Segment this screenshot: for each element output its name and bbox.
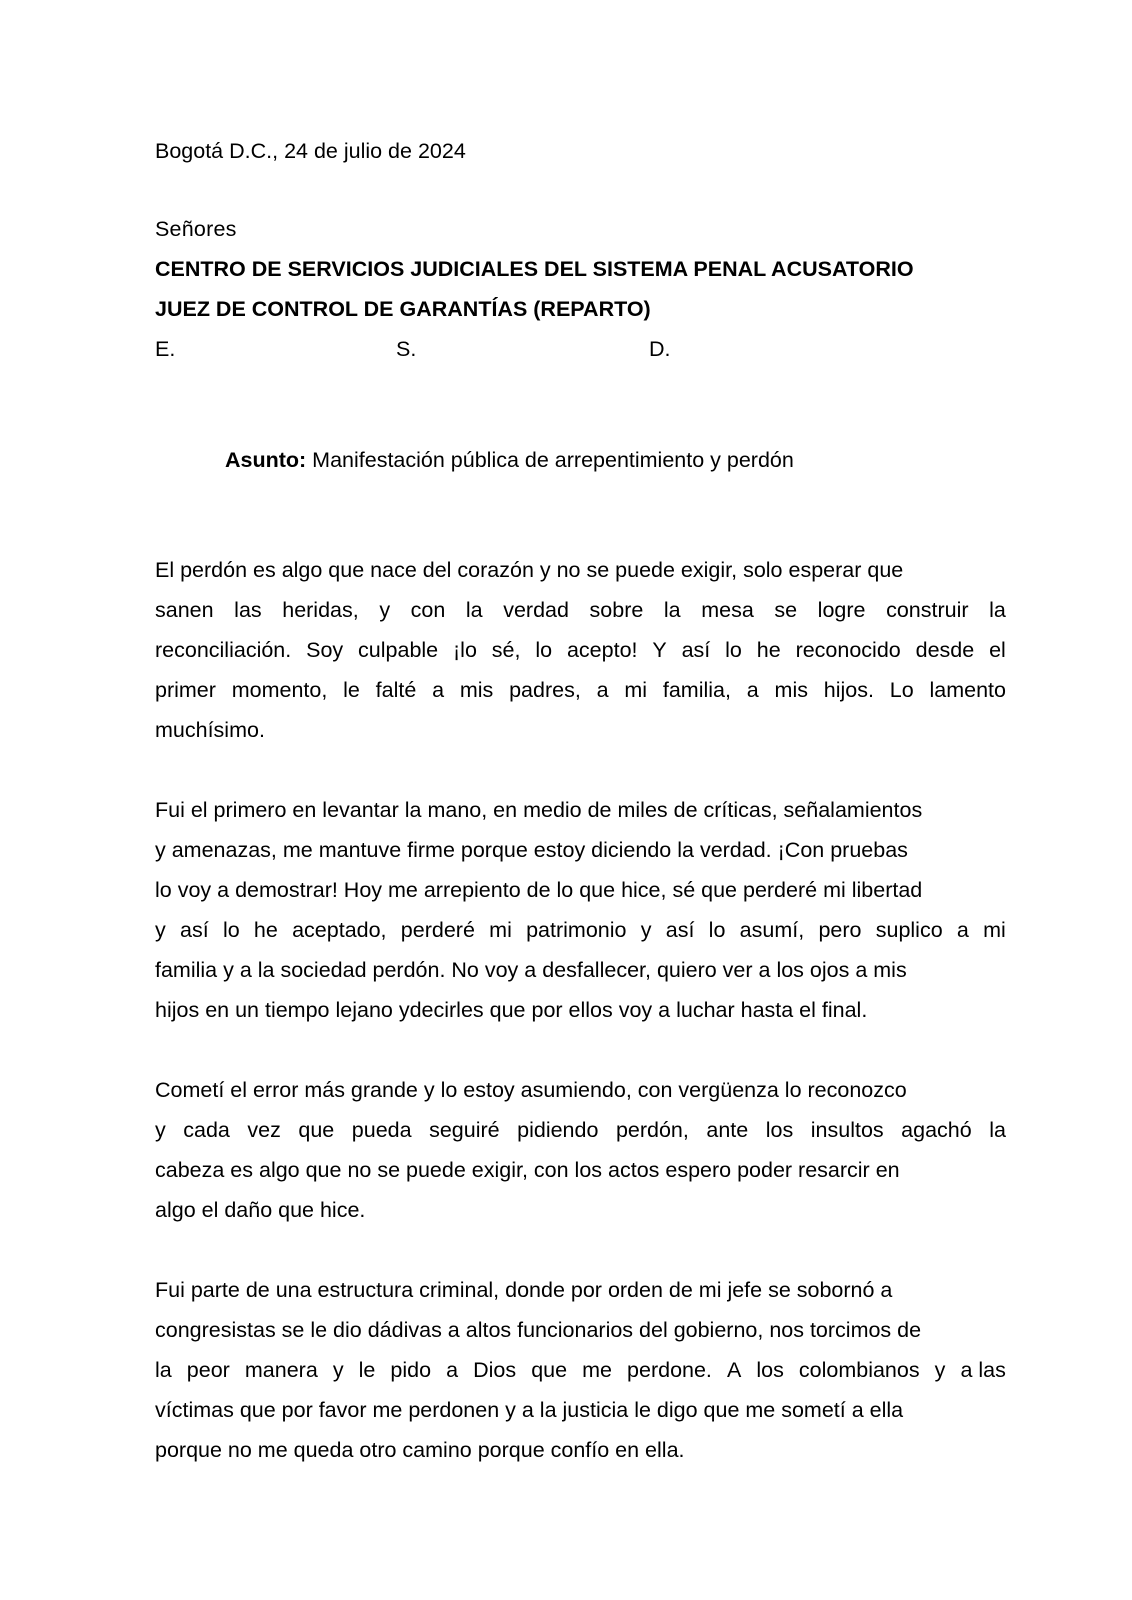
text-line: hijos en un tiempo lejano ydecirles que por ellos voy a luchar hasta el final. — [155, 998, 868, 1022]
word: Lo — [889, 678, 914, 702]
word: manera — [244, 1358, 318, 1382]
word: mi — [983, 918, 1006, 942]
word: lo — [222, 918, 240, 942]
esd-s: S. — [396, 337, 417, 361]
text-line — [155, 630, 1006, 670]
text-line: El perdón es algo que nace del corazón y no se puede exigir, solo esperar que — [155, 558, 904, 582]
word: así — [665, 918, 695, 942]
text-line: Cometí el error más grande y lo estoy asumiendo, con vergüenza lo reconozco — [155, 1078, 907, 1102]
word: los — [756, 1358, 784, 1382]
word: sanen — [155, 598, 214, 622]
word: y — [934, 1358, 946, 1382]
esd-row — [155, 329, 1006, 369]
word: pido — [390, 1358, 432, 1382]
document-content — [155, 131, 1006, 1470]
word: la — [989, 598, 1006, 622]
word: me — [582, 1358, 612, 1382]
word: pero — [818, 918, 862, 942]
paragraph-1 — [155, 550, 1006, 750]
word: se — [774, 598, 798, 622]
text-line: víctimas que por favor me perdonen y a la justicia le digo que me sometí a ella — [155, 1398, 904, 1422]
word: agachó — [901, 1118, 972, 1142]
text-line: muchísimo. — [155, 718, 265, 742]
word: que — [298, 1118, 335, 1142]
word: momento, — [231, 678, 328, 702]
word: asumí, — [739, 918, 805, 942]
word: ¡lo — [453, 638, 477, 662]
word: el — [989, 638, 1006, 662]
word: sobre — [589, 598, 644, 622]
text-line — [155, 590, 1006, 630]
word: seguiré — [429, 1118, 500, 1142]
paragraph-4 — [155, 1270, 1006, 1470]
date-line: Bogotá D.C., 24 de julio de 2024 — [155, 139, 466, 163]
word: Soy — [306, 638, 344, 662]
text-line: y amenazas, me mantuve firme porque estoy diciendo la verdad. ¡Con pruebas — [155, 838, 908, 862]
word: que — [531, 1358, 568, 1382]
text-line — [155, 1110, 1006, 1150]
esd-d: D. — [649, 337, 671, 361]
word: y — [155, 918, 166, 942]
text-line: Fui el primero en levantar la mano, en medio de miles de críticas, señalamientos — [155, 798, 923, 822]
word: padres, — [509, 678, 581, 702]
word: reconciliación. — [155, 638, 292, 662]
word: perdone. — [627, 1358, 712, 1382]
word: la — [465, 598, 483, 622]
word: la — [155, 1358, 172, 1382]
text-line: algo el daño que hice. — [155, 1198, 366, 1222]
word: mis — [774, 678, 808, 702]
recipient-organization: CENTRO DE SERVICIOS JUDICIALES DEL SISTEMA PENAL ACUSATORIO — [155, 257, 914, 281]
word: lo — [535, 638, 553, 662]
recipient-role: JUEZ DE CONTROL DE GARANTÍAS (REPARTO) — [155, 297, 651, 321]
word: pidiendo — [517, 1118, 599, 1142]
word: y — [155, 1118, 166, 1142]
word: a — [596, 678, 609, 702]
word: hijos. — [823, 678, 874, 702]
text-line: Fui parte de una estructura criminal, donde por orden de mi jefe se sobornó a — [155, 1278, 893, 1302]
word: la — [989, 1118, 1006, 1142]
word: culpable — [358, 638, 439, 662]
word: logre — [817, 598, 866, 622]
word: insultos — [810, 1118, 884, 1142]
word: y — [379, 598, 391, 622]
subject-text: Manifestación pública de arrepentimiento y perdón — [306, 448, 794, 472]
subject-line — [155, 440, 1006, 480]
word: las — [234, 598, 262, 622]
word: construir — [886, 598, 969, 622]
word: perderé — [400, 918, 475, 942]
paragraph-2 — [155, 790, 1006, 1030]
word: patrimonio — [526, 918, 627, 942]
text-line — [155, 1350, 1006, 1390]
word: cada — [183, 1118, 230, 1142]
text-line: familia y a la sociedad perdón. No voy a desfallecer, quiero ver a los ojos a mis — [155, 958, 907, 982]
word: los — [765, 1118, 794, 1142]
word: ante — [706, 1118, 749, 1142]
word: a — [746, 678, 759, 702]
word: A — [726, 1358, 742, 1382]
word: a — [432, 678, 445, 702]
addressee-block — [155, 209, 1006, 369]
word: así — [180, 918, 209, 942]
word: perdón, — [615, 1118, 689, 1142]
word: desde — [915, 638, 975, 662]
paragraph-3 — [155, 1070, 1006, 1230]
text-line: congresistas se le dio dádivas a altos funcionarios del gobierno, nos torcimos de — [155, 1318, 922, 1342]
word: la — [663, 598, 681, 622]
word: falté — [375, 678, 417, 702]
word: a — [956, 918, 969, 942]
word: Dios — [473, 1358, 517, 1382]
word: heridas, — [282, 598, 359, 622]
word: peor — [186, 1358, 230, 1382]
word: primer — [155, 678, 216, 702]
word: mesa — [701, 598, 754, 622]
word: le — [358, 1358, 376, 1382]
text-line: porque no me queda otro camino porque confío en ella. — [155, 1438, 685, 1462]
word: reconocido — [795, 638, 901, 662]
text-line: cabeza es algo que no se puede exigir, con los actos espero poder resarcir en — [155, 1158, 900, 1182]
word: a — [446, 1358, 459, 1382]
word: pueda — [351, 1118, 412, 1142]
word: colombianos — [798, 1358, 920, 1382]
esd-e: E. — [155, 337, 176, 361]
word: acepto! — [566, 638, 638, 662]
word: con — [410, 598, 446, 622]
word: a las — [960, 1358, 1006, 1382]
text-line: lo voy a demostrar! Hoy me arrepiento de lo que hice, sé que perderé mi libertad — [155, 878, 923, 902]
subject-label: Asunto: — [225, 448, 307, 472]
word: así — [681, 638, 711, 662]
word: verdad — [503, 598, 569, 622]
document-body — [155, 550, 1006, 1470]
word: suplico — [875, 918, 943, 942]
word: lo — [708, 918, 726, 942]
word: Y — [652, 638, 667, 662]
salutation: Señores — [155, 217, 237, 241]
word: he — [756, 638, 781, 662]
text-line — [155, 670, 1006, 710]
word: lamento — [929, 678, 1006, 702]
word: lo — [725, 638, 742, 662]
word: y — [332, 1358, 344, 1382]
word: he — [253, 918, 278, 942]
word: y — [640, 918, 652, 942]
text-line — [155, 910, 1006, 950]
word: mi — [489, 918, 512, 942]
word: sé, — [491, 638, 521, 662]
word: mis — [459, 678, 494, 702]
word: aceptado, — [292, 918, 387, 942]
word: familia, — [662, 678, 731, 702]
word: mi — [624, 678, 648, 702]
word: vez — [247, 1118, 281, 1142]
word: le — [343, 678, 360, 702]
